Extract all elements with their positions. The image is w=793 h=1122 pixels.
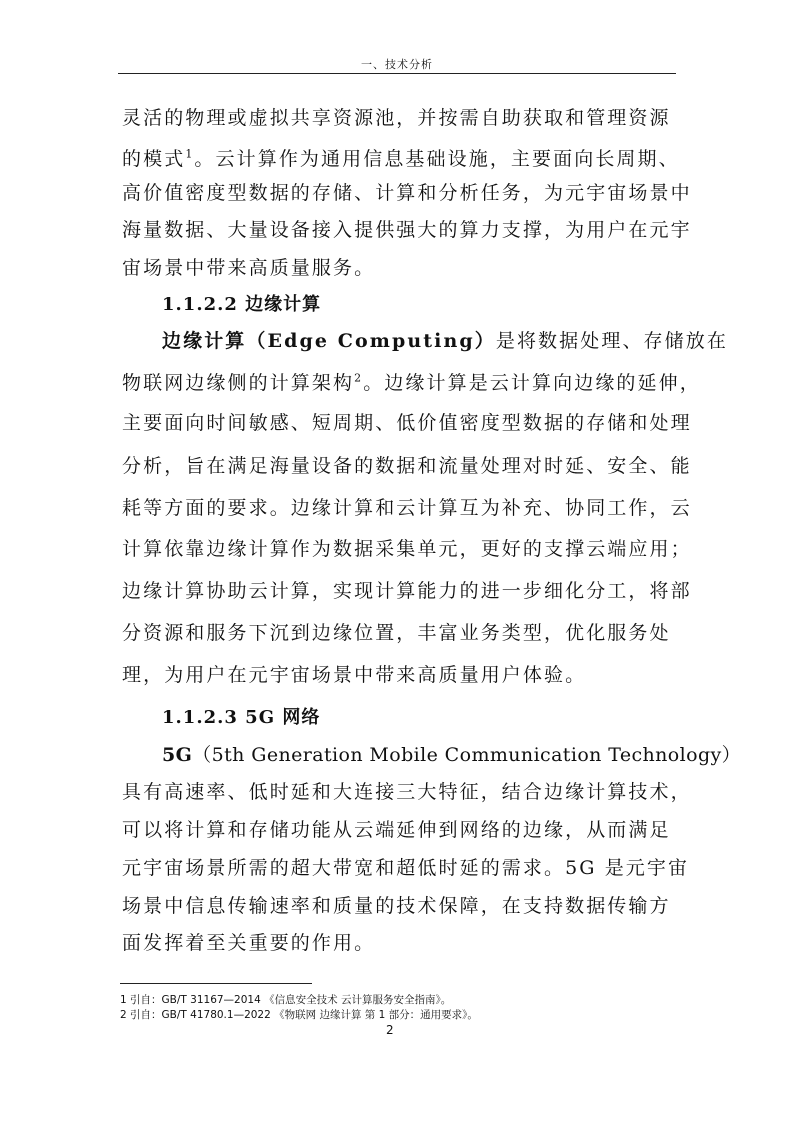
body-line: 分资源和服务下沉到边缘位置，丰富业务类型，优化服务处 [122, 622, 671, 644]
term-bold: 边缘计算（Edge Computing） [162, 330, 496, 352]
body-line: 元宇宙场景所需的超大带宽和超低时延的需求。5G 是元宇宙 [122, 857, 690, 879]
body-line: 具有高速率、低时延和大连接三大特征，结合边缘计算技术， [122, 781, 692, 803]
body-line: 物联网边缘侧的计算架构$^2$。边缘计算是云计算向边缘的延伸， [122, 371, 701, 394]
body-line: 场景中信息传输速率和质量的技术保障，在支持数据传输方 [122, 895, 671, 917]
body-line: 分析，旨在满足海量设备的数据和流量处理对时延、安全、能 [122, 455, 692, 477]
body-line: 可以将计算和存储功能从云端延伸到网络的边缘，从而满足 [122, 819, 671, 841]
footnote-2: 2 引自：GB/T 41780.1—2022 《物联网 边缘计算 第 1 部分：通用要求》。 [120, 1009, 478, 1021]
footnote-rule [120, 983, 312, 984]
footnote-1: 1 引自：GB/T 31167—2014 《信息安全技术 云计算服务安全指南》。 [120, 994, 452, 1006]
term-bold: 5G [162, 744, 193, 766]
body-line: 边缘计算协助云计算，实现计算能力的进一步细化分工，将部 [122, 580, 692, 602]
section-heading-edge: 1.1.2.2 边缘计算 [162, 294, 322, 315]
body-line: 面发挥着至关重要的作用。 [122, 932, 376, 954]
header-rule [118, 73, 676, 74]
running-header: 一、技术分析 [361, 58, 433, 71]
page-number: 2 [386, 1023, 394, 1037]
body-line: 理，为用户在元宇宙场景中带来高质量用户体验。 [122, 664, 587, 686]
body-line: 边缘计算（Edge Computing）是将数据处理、存储放在 [162, 330, 728, 352]
body-line: 耗等方面的要求。边缘计算和云计算互为补充、协同工作，云 [122, 497, 692, 519]
section-heading-5g: 1.1.2.3 5G 网络 [162, 707, 321, 728]
body-line: 海量数据、大量设备接入提供强大的算力支撑，为用户在元宇 [122, 219, 692, 241]
footnote-ref[interactable]: 1 [185, 147, 195, 161]
body-line: 计算依靠边缘计算作为数据采集单元，更好的支撑云端应用； [122, 538, 692, 560]
body-line: 的模式$^1$。云计算作为通用信息基础设施，主要面向长周期、 [122, 147, 680, 170]
body-line: 5G（5th Generation Mobile Communication Technology） [162, 744, 742, 766]
footnote-ref[interactable]: 2 [354, 371, 364, 385]
body-line: 高价值密度型数据的存储、计算和分析任务，为元宇宙场景中 [122, 182, 692, 204]
body-line: 主要面向时间敏感、短周期、低价值密度型数据的存储和处理 [122, 412, 692, 434]
body-line: 宙场景中带来高质量服务。 [122, 257, 376, 279]
body-line: 灵活的物理或虚拟共享资源池，并按需自助获取和管理资源 [122, 107, 671, 129]
